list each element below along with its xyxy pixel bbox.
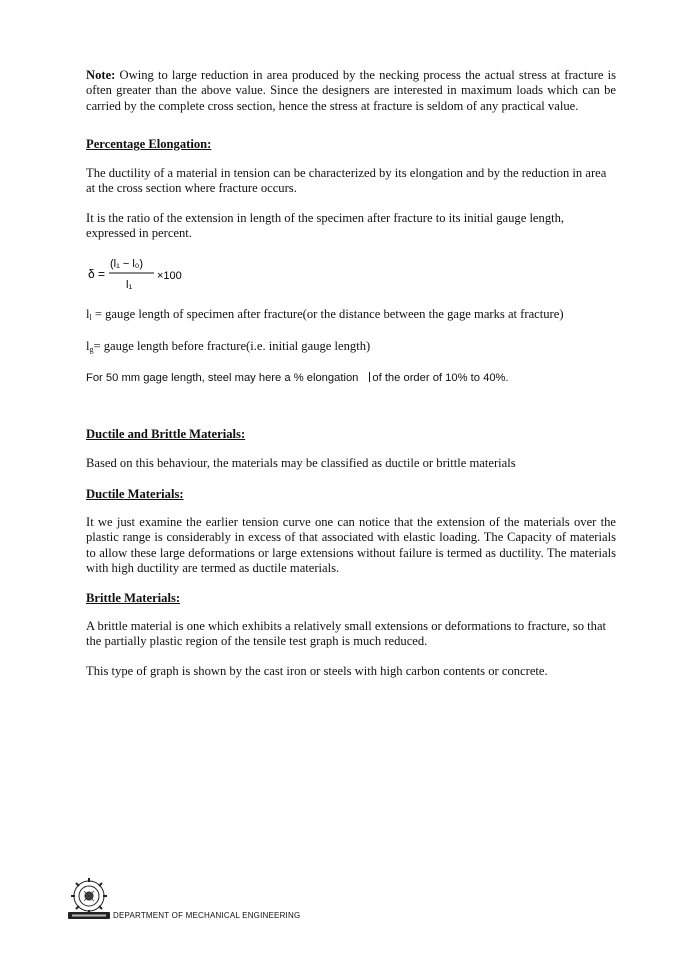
formula-denominator: l₁ <box>126 279 133 291</box>
percentage-elongation-heading: Percentage Elongation: <box>86 137 212 151</box>
brittle-materials-para-1: A brittle material is one which exhibits a relatively small extensions or deformations to fracture, so that the partially plastic region of the tensile test graph is much reduced. <box>86 619 607 649</box>
ductile-brittle-heading: Ductile and Brittle Materials: <box>86 427 246 441</box>
ductile-materials-heading: Ductile Materials: <box>86 487 184 501</box>
steel-elongation-note <box>86 371 616 386</box>
footer-department: DEPARTMENT OF MECHANICAL ENGINEERING <box>113 911 301 920</box>
formula-numerator: (l₁ − l₀) <box>110 258 144 270</box>
def2-text: = gauge length before fracture(i.e. initial gauge length) <box>93 339 371 353</box>
def1-symbol: l <box>86 307 90 321</box>
definition-l1 <box>86 307 616 325</box>
elongation-formula <box>86 253 226 293</box>
note-label: Note: <box>86 68 116 82</box>
note-paragraph <box>86 68 616 114</box>
ductile-brittle-para: Based on this behaviour, the materials may be classified as ductile or brittle materials <box>86 456 516 470</box>
def1-subscript: l <box>89 313 92 322</box>
steel-note-part-1: For 50 mm gage length, steel may here a % elongation <box>86 372 359 384</box>
brittle-materials-heading: Brittle Materials: <box>86 591 181 605</box>
elongation-para-2: It is the ratio of the extension in length of the specimen after fracture to its initial gauge length, expressed in percent. <box>86 211 565 241</box>
def1-text: = gauge length of specimen after fracture(or the distance between the gage marks at fracture) <box>91 307 564 321</box>
note-text: Owing to large reduction in area produced by the necking process the actual stress at fracture is often greater than the above value. Since the designers are interested in maximum loads which can be carried by the complete cross section, hence the stress at fracture is seldom of any practical value. <box>86 68 616 113</box>
college-emblem-icon <box>66 875 112 921</box>
formula-lhs: δ = <box>88 267 106 281</box>
elongation-para-1: The ductility of a material in tension can be characterized by its elongation and by the reduction in area at the cross section where fracture occurs. <box>86 166 607 196</box>
formula-multiplier: ×100 <box>157 270 182 282</box>
def2-subscript: g <box>89 345 94 354</box>
ductile-materials-para: It we just examine the earlier tension curve one can notice that the extension of the materials over the plastic range is considerably in excess of that associated with elastic loading. The Capacity of materials to allow these large deformations or large extensions without failure is termed as ductility. The materials with high ductility are termed as ductile materials. <box>86 515 616 576</box>
steel-note-part-2: of the order of 10% to 40%. <box>372 372 509 384</box>
definition-lg <box>86 339 616 357</box>
text-cursor-mark <box>369 372 370 382</box>
brittle-materials-para-2: This type of graph is shown by the cast iron or steels with high carbon contents or concrete. <box>86 664 548 678</box>
def2-symbol: l <box>86 339 90 353</box>
